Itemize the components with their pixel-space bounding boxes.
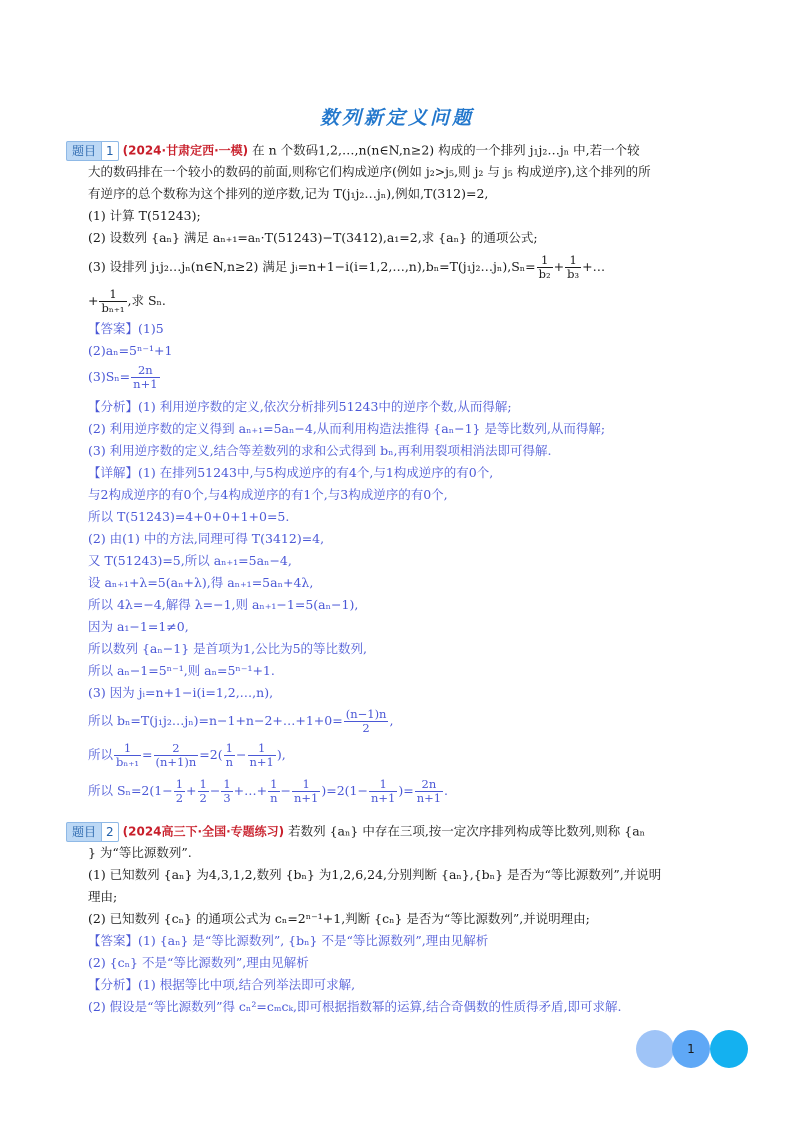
q1-answer-2: (2)aₙ=5ⁿ⁻¹+1 <box>88 343 173 358</box>
q1-stem-line-1 <box>66 141 640 161</box>
page-number: 1 <box>687 1042 695 1056</box>
q1-detail-14: 所以 Sₙ=2(1− $\frac{1}{2}$ + $\frac{1}{2}$ − $\frac{1}{3}$ +…+ $\frac{1}{n}$ − $\frac{1}{n+1}$ )=2(1− $\frac{1}{n+1}$ )= $\frac{2n}{n+1}$ . <box>88 777 449 805</box>
q1-detail-1: 【详解】(1) 在排列51243中,与5构成逆序的有4个,与1构成逆序的有0个, <box>88 465 494 480</box>
q1-detail-7: 所以 4λ=−4,解得 λ=−1,则 aₙ₊₁−1=5(aₙ−1), <box>88 597 359 612</box>
q2-stem-2: } 为“等比源数列”. <box>88 845 192 860</box>
page-number-badge <box>636 1030 756 1070</box>
q1-detail-11: (3) 因为 jᵢ=n+1−i(i=1,2,…,n), <box>88 685 274 700</box>
page-title: 数列新定义问题 <box>319 107 474 129</box>
fraction: $\frac{1}{3}$ <box>223 777 231 805</box>
fraction: $\frac{1}{\text{bₙ₊₁}}$ <box>116 741 140 769</box>
q2-source: (2024高三下·全国·专题练习) <box>122 824 285 839</box>
q2-answer-2: (2) {cₙ} 不是“等比源数列”,理由见解析 <box>88 955 309 970</box>
fraction: $\frac{1}{2}$ <box>199 777 207 805</box>
q2-tag-number: 2 <box>102 822 119 842</box>
q2-analysis-2: (2) 假设是“等比源数列”得 cₙ²=cₘcₖ,即可根据指数幂的运算,结合奇偶数的性质得矛盾,即可求解. <box>88 999 622 1014</box>
q2-tag <box>66 822 119 842</box>
q1-analysis-3: (3) 利用逆序数的定义,结合等差数列的求和公式得到 bₙ,再利用裂项相消法即可得解. <box>88 443 552 458</box>
fraction: $\frac{1}{2}$ <box>175 777 184 805</box>
q2-analysis-1: 【分析】(1) 根据等比中项,结合列举法即可求解, <box>88 977 356 992</box>
q1-analysis-2: (2) 利用逆序数的定义得到 aₙ₊₁=5aₙ−4,从而利用构造法推得 {aₙ−1} 是等比数列,从而得解; <box>88 421 606 436</box>
fraction: $\frac{1}{\text{bₙ₊₁}}$ <box>101 287 125 315</box>
q1-answer-3: (3)Sₙ= $\frac{2n}{n+1}$ <box>88 363 158 391</box>
q2-part-1b: 理由; <box>88 889 118 904</box>
fraction: $\frac{1}{n+1}$ <box>370 777 396 805</box>
q1-tag-label: 题目 <box>66 141 102 161</box>
q1-stem-3: 有逆序的总个数称为这个排列的逆序数,记为 T(j₁j₂…jₙ),例如,T(312)=2, <box>88 186 489 201</box>
q1-stem-2: 大的数码排在一个较小的数码的前面,则称它们构成逆序(例如 j₂>j₅,则 j₂ 与 j₅ 构成逆序),这个排列的所 <box>88 164 651 179</box>
q2-stem-1: 若数列 {aₙ} 中存在三项,按一定次序排列构成等比数列,则称 {aₙ <box>288 823 646 839</box>
q1-part-3: (3) 设排列 j₁j₂…jₙ(n∈N,n≥2) 满足 jᵢ=n+1−i(i=1,2,…,n),bₙ=T(j₁j₂…jₙ),Sₙ= $\frac{1}{\text{b₂}}$ + $\frac{1}{\text{b₃}}$ +… <box>88 253 606 281</box>
fraction: $\frac{1}{\text{b₂}}$ <box>538 253 551 281</box>
q1-detail-2: 与2构成逆序的有0个,与4构成逆序的有1个,与3构成逆序的有0个, <box>88 487 448 502</box>
q1-analysis-1: 【分析】(1) 利用逆序数的定义,依次分析排列51243中的逆序个数,从而得解; <box>88 399 512 414</box>
q1-answer-1: 【答案】(1)5 <box>88 321 164 336</box>
q2-part-1a: (1) 已知数列 {aₙ} 为4,3,1,2,数列 {bₙ} 为1,2,6,24,分别判断 {aₙ},{bₙ} 是否为“等比源数列”,并说明 <box>88 867 662 882</box>
fraction: $\frac{(n-1)n}{2}$ <box>345 707 387 735</box>
q1-stem-1: 在 n 个数码1,2,…,n(n∈N,n≥2) 构成的一个排列 j₁j₂…jₙ 中,若一个较 <box>252 142 640 158</box>
q1-part-2: (2) 设数列 {aₙ} 满足 aₙ₊₁=aₙ·T(51243)−T(3412),a₁=2,求 {aₙ} 的通项公式; <box>88 230 538 245</box>
fraction: $\frac{1}{n+1}$ <box>249 741 274 769</box>
q1-detail-4: (2) 由(1) 中的方法,同理可得 T(3412)=4, <box>88 531 325 546</box>
q1-detail-12: 所以 bₙ=T(j₁j₂…jₙ)=n−1+n−2+…+1+0= $\frac{(n-1)n}{2}$ , <box>88 707 394 735</box>
q1-detail-3: 所以 T(51243)=4+0+0+1+0=5. <box>88 509 290 524</box>
q1-tag <box>66 141 119 161</box>
q1-detail-5: 又 T(51243)=5,所以 aₙ₊₁=5aₙ−4, <box>88 553 292 568</box>
fraction: $\frac{2}{(n+1)n}$ <box>155 741 197 769</box>
q1-detail-13: 所以 $\frac{1}{\text{bₙ₊₁}}$ = $\frac{2}{(n+1)n}$ =2( $\frac{1}{n}$ − $\frac{1}{n+1}$ ), <box>88 741 286 769</box>
decor-circle <box>710 1030 748 1068</box>
q1-tag-number: 1 <box>102 141 119 161</box>
q1-part-1: (1) 计算 T(51243); <box>88 208 201 223</box>
fraction: $\frac{1}{n+1}$ <box>294 777 319 805</box>
fraction: $\frac{2n}{n+1}$ <box>416 777 442 805</box>
fraction: $\frac{1}{n}$ <box>225 741 234 769</box>
q2-tag-label: 题目 <box>66 822 102 842</box>
q1-detail-9: 所以数列 {aₙ−1} 是首项为1,公比为5的等比数列, <box>88 641 367 656</box>
fraction: $\frac{1}{n}$ <box>270 777 278 805</box>
q1-detail-10: 所以 aₙ−1=5ⁿ⁻¹,则 aₙ=5ⁿ⁻¹+1. <box>88 663 275 678</box>
q1-detail-8: 因为 a₁−1=1≠0, <box>88 619 189 634</box>
q1-part-3-cont: + $\frac{1}{\text{bₙ₊₁}}$ ,求 Sₙ. <box>88 287 166 315</box>
q2-answer-1: 【答案】(1) {aₙ} 是“等比源数列”, {bₙ} 不是“等比源数列”,理由见解析 <box>88 933 489 948</box>
q1-part-3-text: (3) 设排列 j₁j₂…jₙ(n∈N,n≥2) 满足 jᵢ=n+1−i(i=1,2,…,n),bₙ=T(j₁j₂…jₙ),Sₙ= <box>88 259 536 274</box>
q1-detail-6: 设 aₙ₊₁+λ=5(aₙ+λ),得 aₙ₊₁=5aₙ+4λ, <box>88 575 314 590</box>
decor-circle <box>636 1030 674 1068</box>
fraction: $\frac{2n}{n+1}$ <box>133 363 158 391</box>
q2-stem-line-1 <box>66 822 645 842</box>
fraction: $\frac{1}{\text{b₃}}$ <box>567 253 580 281</box>
q1-source: (2024·甘肃定西·一模) <box>122 143 249 158</box>
q2-part-2: (2) 已知数列 {cₙ} 的通项公式为 cₙ=2ⁿ⁻¹+1,判断 {cₙ} 是否为“等比源数列”,并说明理由; <box>88 911 590 926</box>
